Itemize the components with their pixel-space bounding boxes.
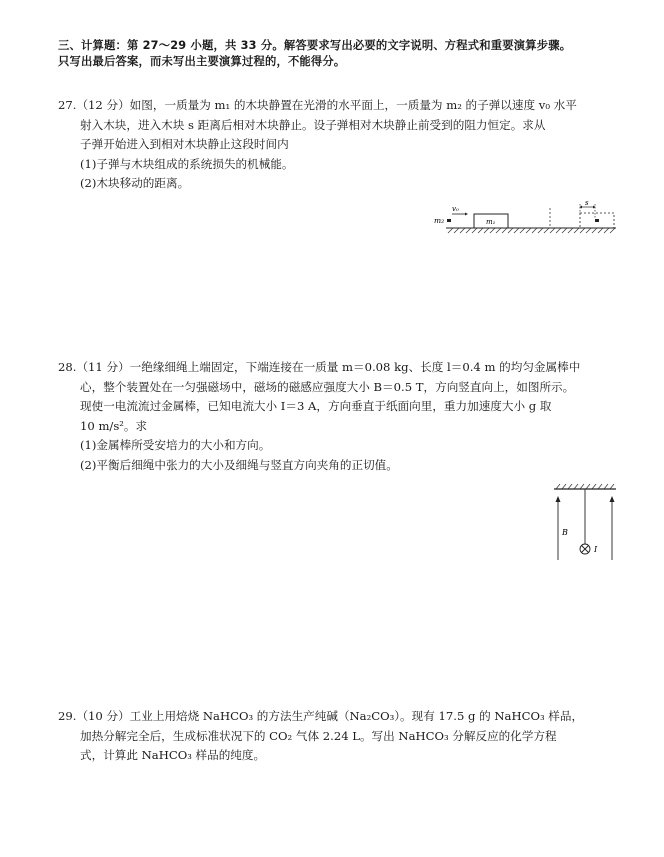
q28-part-1: (1)金属棒所受安培力的大小和方向。 <box>80 438 271 452</box>
section-instruction-line-2: 只写出最后答案，而未写出主要演算过程的，不能得分。 <box>58 55 346 68</box>
section-instruction-line-1: 三、计算题：第 27～29 小题，共 33 分。解答要求写出必要的文字说明、方程式和重要演算步骤。 <box>58 39 572 52</box>
q28-figure <box>552 480 618 566</box>
question-28 <box>58 358 628 475</box>
q27-part-1: (1)子弹与木块组成的系统损失的机械能。 <box>80 156 294 171</box>
velocity-label: v₀ <box>452 205 459 213</box>
ground-hatching <box>448 228 615 233</box>
field-label: B <box>562 528 568 537</box>
section-header <box>58 38 628 70</box>
q27-stem-line-1: 27.（12 分）如图，一质量为 m₁ 的木块静置在光滑的水平面上，一质量为 m₂ 的子弹以速度 v₀ 水平 <box>58 98 577 112</box>
q28-stem-line-4: 10 m/s²。求 <box>80 418 148 433</box>
q28-stem-line-1: 28.（11 分）一绝缘细绳上端固定，下端连接在一质量 m＝0.08 kg、长度 l＝0.4 m 的均匀金属棒中 <box>58 360 581 374</box>
q29-stem-line-2: 加热分解完全后，生成标准状况下的 CO₂ 气体 2.24 L。写出 NaHCO₃ 分解反应的化学方程 <box>80 728 557 743</box>
bullet-shape <box>447 219 451 222</box>
q29-stem-line-1: 29.（10 分）工业上用焙烧 NaHCO₃ 的方法生产纯碱（Na₂CO₃）。现有 17.5 g 的 NaHCO₃ 样品， <box>58 709 584 723</box>
question-27 <box>58 96 628 194</box>
block-label: m₁ <box>486 218 496 226</box>
q27-stem-line-2: 射入木块，进入木块 s 距离后相对木块静止。设子弹相对木块静止前受到的阻力恒定。求从 <box>80 117 546 132</box>
question-29 <box>58 707 628 766</box>
q29-stem-line-3: 式，计算此 NaHCO₃ 样品的纯度。 <box>80 748 266 762</box>
distance-label: s <box>585 200 589 207</box>
q28-stem-line-2: 心，整个装置处在一匀强磁场中，磁场的磁感应强度大小 B＝0.5 T，方向竖直向上，如图所示。 <box>80 379 575 394</box>
q27-part-2: (2)木块移动的距离。 <box>80 176 190 190</box>
q28-stem-line-3: 现使一电流流过金属棒，已知电流大小 I＝3 A，方向垂直于纸面向里，重力加速度大小 g 取 <box>80 399 552 413</box>
q28-part-2: (2)平衡后细绳中张力的大小及细绳与竖直方向夹角的正切值。 <box>80 457 398 472</box>
current-label: I <box>594 545 598 554</box>
q27-figure <box>432 200 618 238</box>
bullet-mass-label: m₂ <box>434 216 445 225</box>
q27-stem-line-3: 子弹开始进入到相对木块静止这段时间内 <box>80 137 289 151</box>
